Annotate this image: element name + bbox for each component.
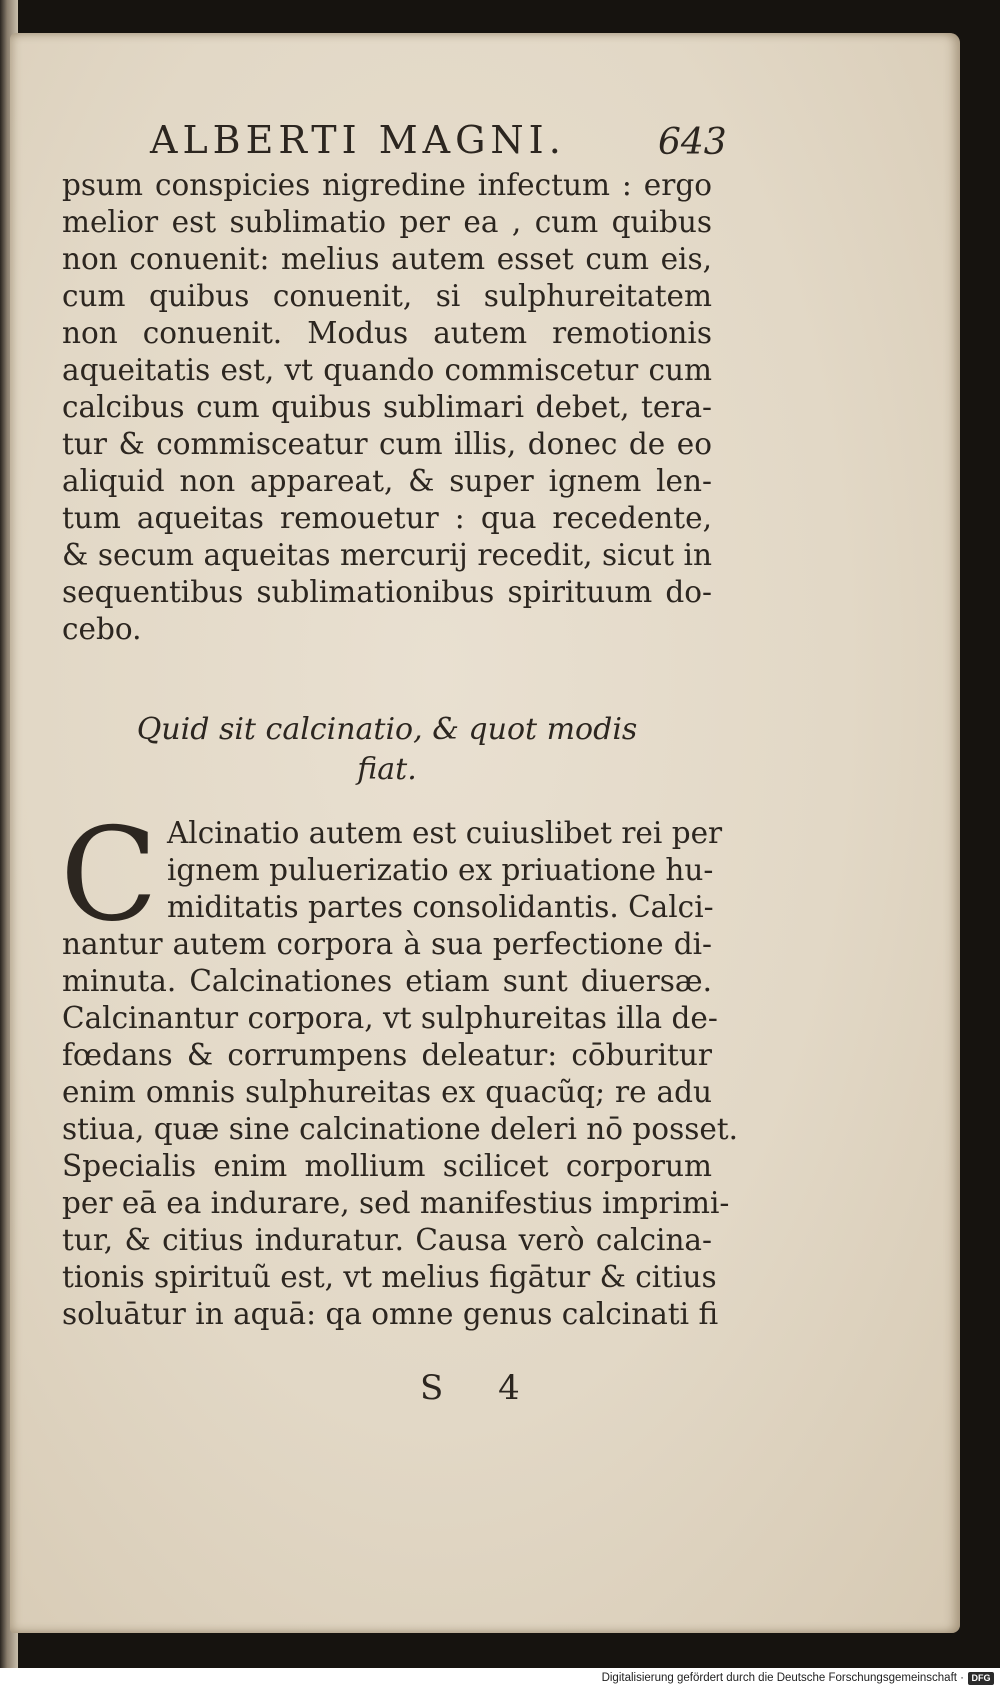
text-line: ignem puluerizatio ex priuatione hu- bbox=[167, 853, 714, 887]
text-line: miditatis partes consolidantis. Calci- bbox=[167, 890, 714, 924]
text-line: tum aqueitas remouetur : qua recedente, bbox=[62, 501, 712, 535]
text-line: minuta. Calcinationes etiam sunt diuersæ. bbox=[62, 964, 712, 998]
text-line: cum quibus conuenit, si sulphureitatem bbox=[62, 279, 712, 313]
text-line: fœdans & corrumpens deleatur: cōburitur bbox=[62, 1038, 712, 1072]
text-line: psum conspicies nigredine infectum : ergo bbox=[62, 168, 712, 202]
page-number: 643 bbox=[658, 122, 727, 163]
text-line: soluātur in aquā: qa omne genus calcinati fi bbox=[62, 1297, 719, 1331]
text-line: & secum aqueitas mercurij recedit, sicut in bbox=[62, 538, 712, 572]
text-line: tur, & citius induratur. Causa verò calcina- bbox=[62, 1223, 712, 1257]
text-line: stiua, quæ sine calcinatione deleri nō posset. bbox=[62, 1112, 739, 1146]
text-line: enim omnis sulphureitas ex quacũq; re adu bbox=[62, 1075, 712, 1109]
text-line: tur & commisceatur cum illis, donec de eo bbox=[62, 427, 712, 461]
signature-mark: S 4 bbox=[420, 1368, 542, 1408]
text-line: nantur autem corpora à sua perfectione di- bbox=[62, 927, 712, 961]
text-line: Alcinatio autem est cuiuslibet rei per bbox=[167, 816, 723, 850]
text-line: melior est sublimatio per ea , cum quibus bbox=[62, 205, 712, 239]
section-heading-line: Quid sit calcinatio, & quot modis bbox=[136, 712, 638, 747]
text-line: Specialis enim mollium scilicet corporum bbox=[62, 1149, 712, 1183]
drop-initial: C bbox=[60, 801, 158, 950]
text-line: calcibus cum quibus sublimari debet, tera- bbox=[62, 390, 712, 424]
text-line: Calcinantur corpora, vt sulphureitas illa de- bbox=[62, 1001, 718, 1035]
text-line: aqueitatis est, vt quando commiscetur cum bbox=[62, 353, 712, 387]
text-line: non conuenit: melius autem esset cum eis, bbox=[62, 242, 712, 276]
text-line: sequentibus sublimationibus spirituum do- bbox=[62, 575, 712, 609]
text-line: cebo. bbox=[62, 612, 142, 646]
text-line: non conuenit. Modus autem remotionis bbox=[62, 316, 712, 350]
text-line: aliquid non appareat, & super ignem len- bbox=[62, 464, 712, 498]
running-head: ALBERTI MAGNI. bbox=[150, 118, 566, 162]
text-line: per eā ea indurare, sed manifestius imprimi- bbox=[62, 1186, 730, 1220]
text-line: tionis spirituũ est, vt melius figātur & citius bbox=[62, 1260, 717, 1294]
section-heading-line: fiat. bbox=[357, 752, 417, 787]
dfg-logo-icon: DFG bbox=[968, 1672, 994, 1685]
funding-credit: Digitalisierung gefördert durch die Deutsche Forschungsgemeinschaft · bbox=[601, 1672, 964, 1684]
